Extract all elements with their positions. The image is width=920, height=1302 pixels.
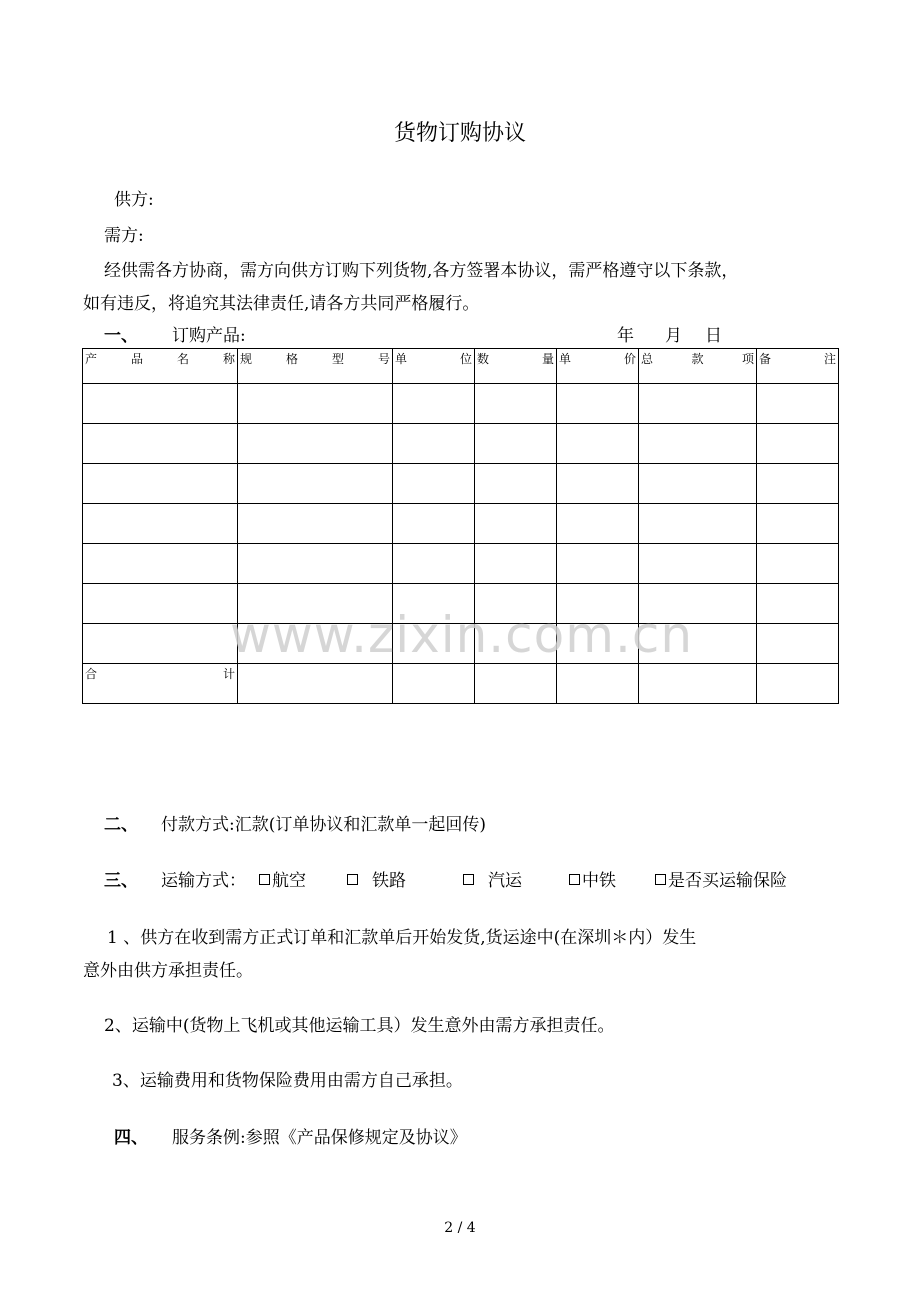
table-cell[interactable] bbox=[557, 544, 639, 584]
table-cell[interactable] bbox=[393, 424, 475, 464]
table-row bbox=[83, 424, 839, 464]
table-cell[interactable] bbox=[83, 584, 238, 624]
watermark: www.zixin.com.cn bbox=[230, 606, 694, 664]
table-cell[interactable] bbox=[83, 424, 238, 464]
table-cell[interactable] bbox=[475, 424, 557, 464]
table-cell[interactable] bbox=[83, 504, 238, 544]
table-cell[interactable] bbox=[393, 504, 475, 544]
header-unit-price: 单 价 bbox=[557, 349, 639, 384]
date-month-label: 月 bbox=[665, 326, 682, 346]
table-cell[interactable] bbox=[557, 384, 639, 424]
document-title: 货物订购协议 bbox=[393, 121, 526, 146]
table-cell[interactable] bbox=[475, 664, 557, 704]
option-zhongtie[interactable]: 中铁 bbox=[569, 871, 616, 891]
section4-number: 四、 bbox=[114, 1128, 148, 1148]
table-cell[interactable] bbox=[639, 664, 757, 704]
intro-line-2: 如有违反，将追究其法律责任,请各方共同严格履行。 bbox=[83, 294, 480, 314]
table-cell[interactable] bbox=[238, 664, 393, 704]
table-row bbox=[83, 504, 839, 544]
table-cell[interactable] bbox=[557, 504, 639, 544]
option-road[interactable]: 汽运 bbox=[463, 871, 522, 891]
table-cell[interactable] bbox=[238, 424, 393, 464]
table-cell[interactable] bbox=[639, 464, 757, 504]
table-cell[interactable] bbox=[757, 624, 839, 664]
table-cell[interactable] bbox=[757, 424, 839, 464]
table-row bbox=[83, 464, 839, 504]
table-cell[interactable] bbox=[475, 464, 557, 504]
option-rail[interactable]: 铁路 bbox=[347, 871, 406, 891]
header-remarks: 备 注 bbox=[757, 349, 839, 384]
table-cell[interactable] bbox=[639, 424, 757, 464]
total-label-cell: 合 计 bbox=[83, 664, 238, 704]
header-quantity: 数 量 bbox=[475, 349, 557, 384]
date-day-label: 日 bbox=[705, 326, 722, 346]
option-air[interactable]: 航空 bbox=[259, 871, 306, 891]
table-row bbox=[83, 384, 839, 424]
table-cell[interactable] bbox=[757, 504, 839, 544]
table-cell[interactable] bbox=[639, 384, 757, 424]
table-header-row bbox=[83, 349, 839, 384]
clause-1-line-1: 1 、供方在收到需方正式订单和汇款单后开始发货,货运途中(在深圳＊内）发生 bbox=[107, 928, 697, 948]
table-cell[interactable] bbox=[557, 424, 639, 464]
header-unit: 单 位 bbox=[393, 349, 475, 384]
table-total-row bbox=[83, 664, 839, 704]
header-product-name: 产 品 名 称 bbox=[83, 349, 238, 384]
table-cell[interactable] bbox=[557, 664, 639, 704]
table-cell[interactable] bbox=[238, 504, 393, 544]
date-year-label: 年 bbox=[617, 326, 634, 346]
table-cell[interactable] bbox=[83, 464, 238, 504]
table-cell[interactable] bbox=[238, 464, 393, 504]
table-cell[interactable] bbox=[83, 544, 238, 584]
supplier-label: 供方: bbox=[114, 190, 154, 210]
intro-line-1: 经供需各方协商，需方向供方订购下列货物,各方签署本协议，需严格遵守以下条款， bbox=[104, 261, 739, 281]
checkbox-icon bbox=[655, 874, 666, 885]
header-spec-model: 规 格 型 号 bbox=[238, 349, 393, 384]
page-number: 2 / 4 bbox=[444, 1220, 476, 1236]
section3-label: 运输方式： bbox=[161, 871, 246, 891]
section2-text: 付款方式:汇款(订单协议和汇款单一起回传) bbox=[161, 815, 486, 835]
table-cell[interactable] bbox=[475, 384, 557, 424]
table-cell[interactable] bbox=[757, 664, 839, 704]
table-cell[interactable] bbox=[639, 544, 757, 584]
header-total-amount: 总 款 项 bbox=[639, 349, 757, 384]
table-cell[interactable] bbox=[475, 544, 557, 584]
clause-1-line-2: 意外由供方承担责任。 bbox=[83, 961, 253, 981]
option-insurance[interactable]: 是否买运输保险 bbox=[655, 871, 787, 891]
table-cell[interactable] bbox=[83, 384, 238, 424]
table-cell[interactable] bbox=[757, 384, 839, 424]
table-cell[interactable] bbox=[393, 464, 475, 504]
table-cell[interactable] bbox=[475, 504, 557, 544]
table-cell[interactable] bbox=[757, 584, 839, 624]
section1-number: 一、 bbox=[104, 326, 138, 346]
table-cell[interactable] bbox=[393, 384, 475, 424]
clause-2: 2、运输中(货物上飞机或其他运输工具）发生意外由需方承担责任。 bbox=[104, 1016, 615, 1036]
table-cell[interactable] bbox=[757, 464, 839, 504]
section2-number: 二、 bbox=[104, 815, 138, 835]
table-cell[interactable] bbox=[757, 544, 839, 584]
table-cell[interactable] bbox=[639, 504, 757, 544]
table-cell[interactable] bbox=[83, 624, 238, 664]
checkbox-icon bbox=[569, 874, 580, 885]
checkbox-icon bbox=[347, 874, 358, 885]
table-cell[interactable] bbox=[393, 544, 475, 584]
table-cell[interactable] bbox=[393, 664, 475, 704]
table-cell[interactable] bbox=[557, 464, 639, 504]
checkbox-icon bbox=[259, 874, 270, 885]
section3-number: 三、 bbox=[104, 871, 138, 891]
checkbox-icon bbox=[463, 874, 474, 885]
clause-3: 3、运输费用和货物保险费用由需方自己承担。 bbox=[112, 1071, 463, 1091]
table-cell[interactable] bbox=[238, 544, 393, 584]
section4-text: 服务条例:参照《产品保修规定及协议》 bbox=[172, 1128, 467, 1148]
section1-label: 订购产品: bbox=[172, 326, 246, 346]
table-cell[interactable] bbox=[238, 384, 393, 424]
buyer-label: 需方: bbox=[104, 226, 144, 246]
table-row bbox=[83, 544, 839, 584]
